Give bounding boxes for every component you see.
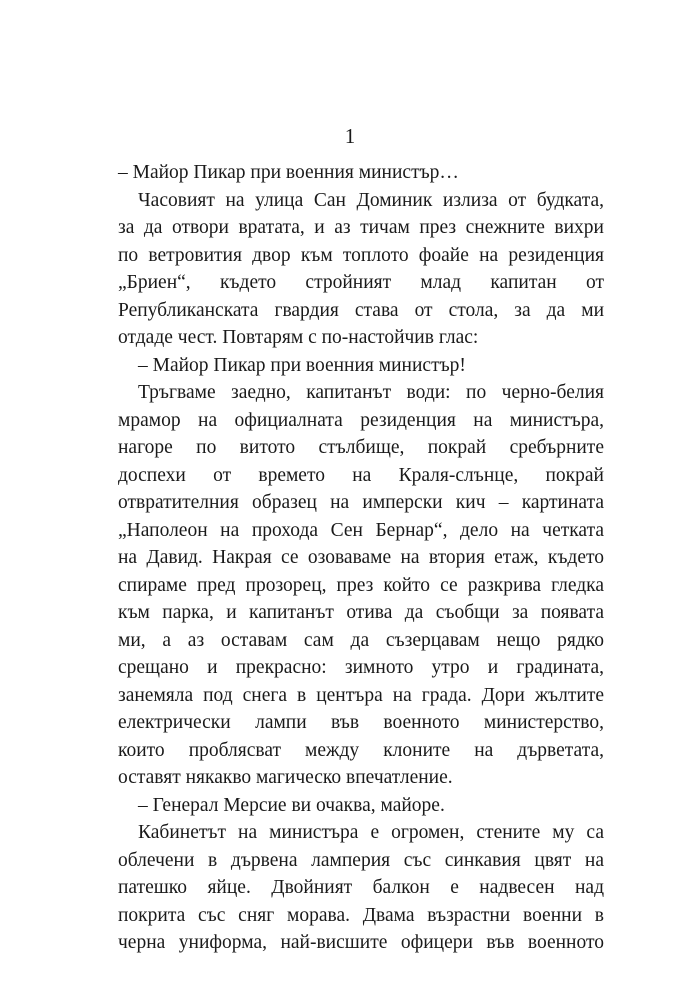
- text-line: доспехи от времето на Краля-слънце, покрай: [118, 464, 604, 486]
- text-line: – Генерал Мерсие ви очаква, майоре.: [138, 794, 445, 816]
- text-line: „Бриен“, където стройният млад капитан от: [118, 272, 604, 293]
- text-line: Кабинетът на министъра е огромен, стените му са: [138, 822, 604, 843]
- text-line: – Майор Пикар при военния министър!: [138, 354, 466, 376]
- text-line: ми, а аз оставам сам да съзерцавам нещо рядко: [118, 629, 604, 651]
- text-line: покрита със сняг морава. Двама възрастни военни в: [118, 904, 604, 926]
- text-line: към парка, и капитанът отива да съобщи за появата: [118, 602, 604, 623]
- text-line: – Майор Пикар при военния министър…: [118, 162, 459, 183]
- text-line: занемяла под снега в центъра на града. Дори жълтите: [118, 684, 604, 706]
- text-line: по ветровития двор към топлото фоайе на резиденция: [118, 244, 604, 266]
- text-line: Часовият на улица Сан Доминик излиза от будката,: [138, 189, 604, 211]
- text-line: които проблясват между клоните на дърветата,: [118, 739, 604, 761]
- body-text: [118, 159, 604, 957]
- text-line: спираме пред прозорец, през който се разкрива гледка: [118, 574, 604, 596]
- text-line: черна униформа, най-висшите офицери във военното: [118, 932, 604, 953]
- text-line: нагоре по витото стълбище, покрай сребърните: [118, 437, 604, 458]
- text-line: оставят някакво магическо впечатление.: [118, 767, 453, 788]
- text-line: патешко яйце. Двойният балкон е надвесен над: [118, 877, 604, 898]
- text-line: мрамор на официалната резиденция на министъра,: [118, 409, 604, 431]
- text-line: за да отвори вратата, и аз тичам през снежните вихри: [118, 217, 604, 238]
- text-line: Републиканската гвардия става от стола, за да ми: [118, 299, 604, 321]
- text-line: на Давид. Накрая се озоваваме на втория етаж, където: [118, 547, 604, 568]
- text-line: срещано и прекрасно: зимното утро и градината,: [118, 657, 604, 678]
- text-line: електрически лампи във военното министерство,: [118, 712, 604, 733]
- text-line: облечени в дървена ламперия със синкавия цвят на: [118, 849, 604, 871]
- chapter-number: 1: [344, 124, 356, 148]
- text-line: „Наполеон на прохода Сен Бернар“, дело на четката: [118, 519, 604, 541]
- text-line: отвратителния образец на имперски кич – картината: [118, 492, 604, 513]
- text-line: отдаде чест. Повтарям с по-настойчив глас:: [118, 327, 479, 348]
- text-line: Тръгваме заедно, капитанът води: по черно-белия: [138, 382, 604, 403]
